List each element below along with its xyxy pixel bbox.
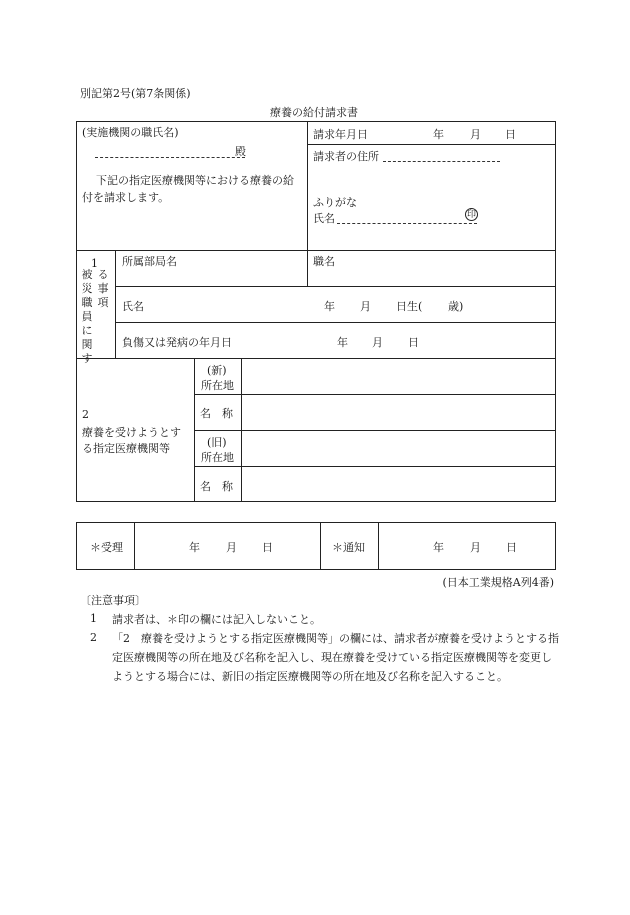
- section1-number: 1: [91, 257, 98, 270]
- notes-heading: 〔注意事項〕: [80, 594, 146, 607]
- receipt-label: ＊受理: [90, 541, 123, 554]
- form-reference: 別記第2号(第7条関係): [80, 87, 191, 100]
- note-item: 「2 療養を受けようとする指定医療機関等」の欄には、請求者が療養を受けようとする指定医療機関等の所在地及び名称を記入し、現在療養を受けている指定医療機関等を変更しようとする場合には、新旧の指定医療機関等の所在地及び名称を記入すること。: [112, 632, 559, 683]
- injury-date-label: 負傷又は発病の年月日: [122, 336, 232, 349]
- section2-title-line1: 療養を受けようとす: [82, 426, 181, 439]
- position-label: 職名: [313, 255, 335, 268]
- old-name-label: 名 称: [200, 480, 233, 493]
- employee-name-label: 氏名: [122, 300, 144, 313]
- address-field[interactable]: [383, 161, 500, 162]
- notice-day-label: 日: [506, 541, 517, 554]
- birth-day-label: 日生(: [396, 300, 423, 313]
- paper-size-note: (日本工業規格A列4番): [442, 576, 554, 589]
- honorific: 殿: [235, 145, 246, 158]
- seal-icon: 印: [466, 210, 476, 220]
- request-year-label: 年: [433, 128, 444, 141]
- address-label: 請求者の住所: [313, 150, 379, 163]
- injury-month-label: 月: [372, 336, 383, 349]
- old-location-label: 所在地: [201, 451, 234, 464]
- new-location-label: 所在地: [201, 379, 234, 392]
- name-label: 氏名: [313, 212, 335, 225]
- new-tag: (新): [207, 364, 227, 377]
- section2-title-line2: る指定医療機関等: [82, 442, 170, 455]
- request-day-label: 日: [505, 128, 516, 141]
- injury-day-label: 日: [408, 336, 419, 349]
- furigana-label: ふりがな: [313, 196, 357, 209]
- receipt-year-label: 年: [189, 541, 200, 554]
- department-label: 所属部局名: [122, 255, 177, 268]
- section2-number: 2: [82, 408, 89, 421]
- receipt-day-label: 日: [262, 541, 273, 554]
- request-month-label: 月: [470, 128, 481, 141]
- name-field[interactable]: [337, 223, 477, 224]
- notice-month-label: 月: [470, 541, 481, 554]
- note-item: 請求者は、＊印の欄には記入しないこと。: [112, 613, 321, 626]
- section1-title-col1: 被災職員に関す: [81, 268, 93, 365]
- notice-label: ＊通知: [332, 541, 365, 554]
- new-name-label: 名 称: [200, 407, 233, 420]
- birth-month-label: 月: [360, 300, 371, 313]
- request-date-label: 請求年月日: [313, 128, 368, 141]
- age-label: 歳): [448, 300, 464, 313]
- request-statement: 下記の指定医療機関等における療養の給付を請求します。: [82, 174, 294, 204]
- birth-year-label: 年: [324, 300, 335, 313]
- addressee-field[interactable]: [95, 157, 245, 158]
- addressee-label: (実施機関の職氏名): [82, 126, 179, 139]
- form-title: 療養の給付請求書: [270, 106, 358, 119]
- note-number: 2: [90, 631, 97, 644]
- old-tag: (旧): [207, 436, 227, 449]
- section1-title-col2: る事項: [97, 268, 109, 309]
- notice-year-label: 年: [433, 541, 444, 554]
- office-use-table: [76, 522, 556, 570]
- receipt-month-label: 月: [226, 541, 237, 554]
- note-number: 1: [90, 612, 97, 625]
- injury-year-label: 年: [337, 336, 348, 349]
